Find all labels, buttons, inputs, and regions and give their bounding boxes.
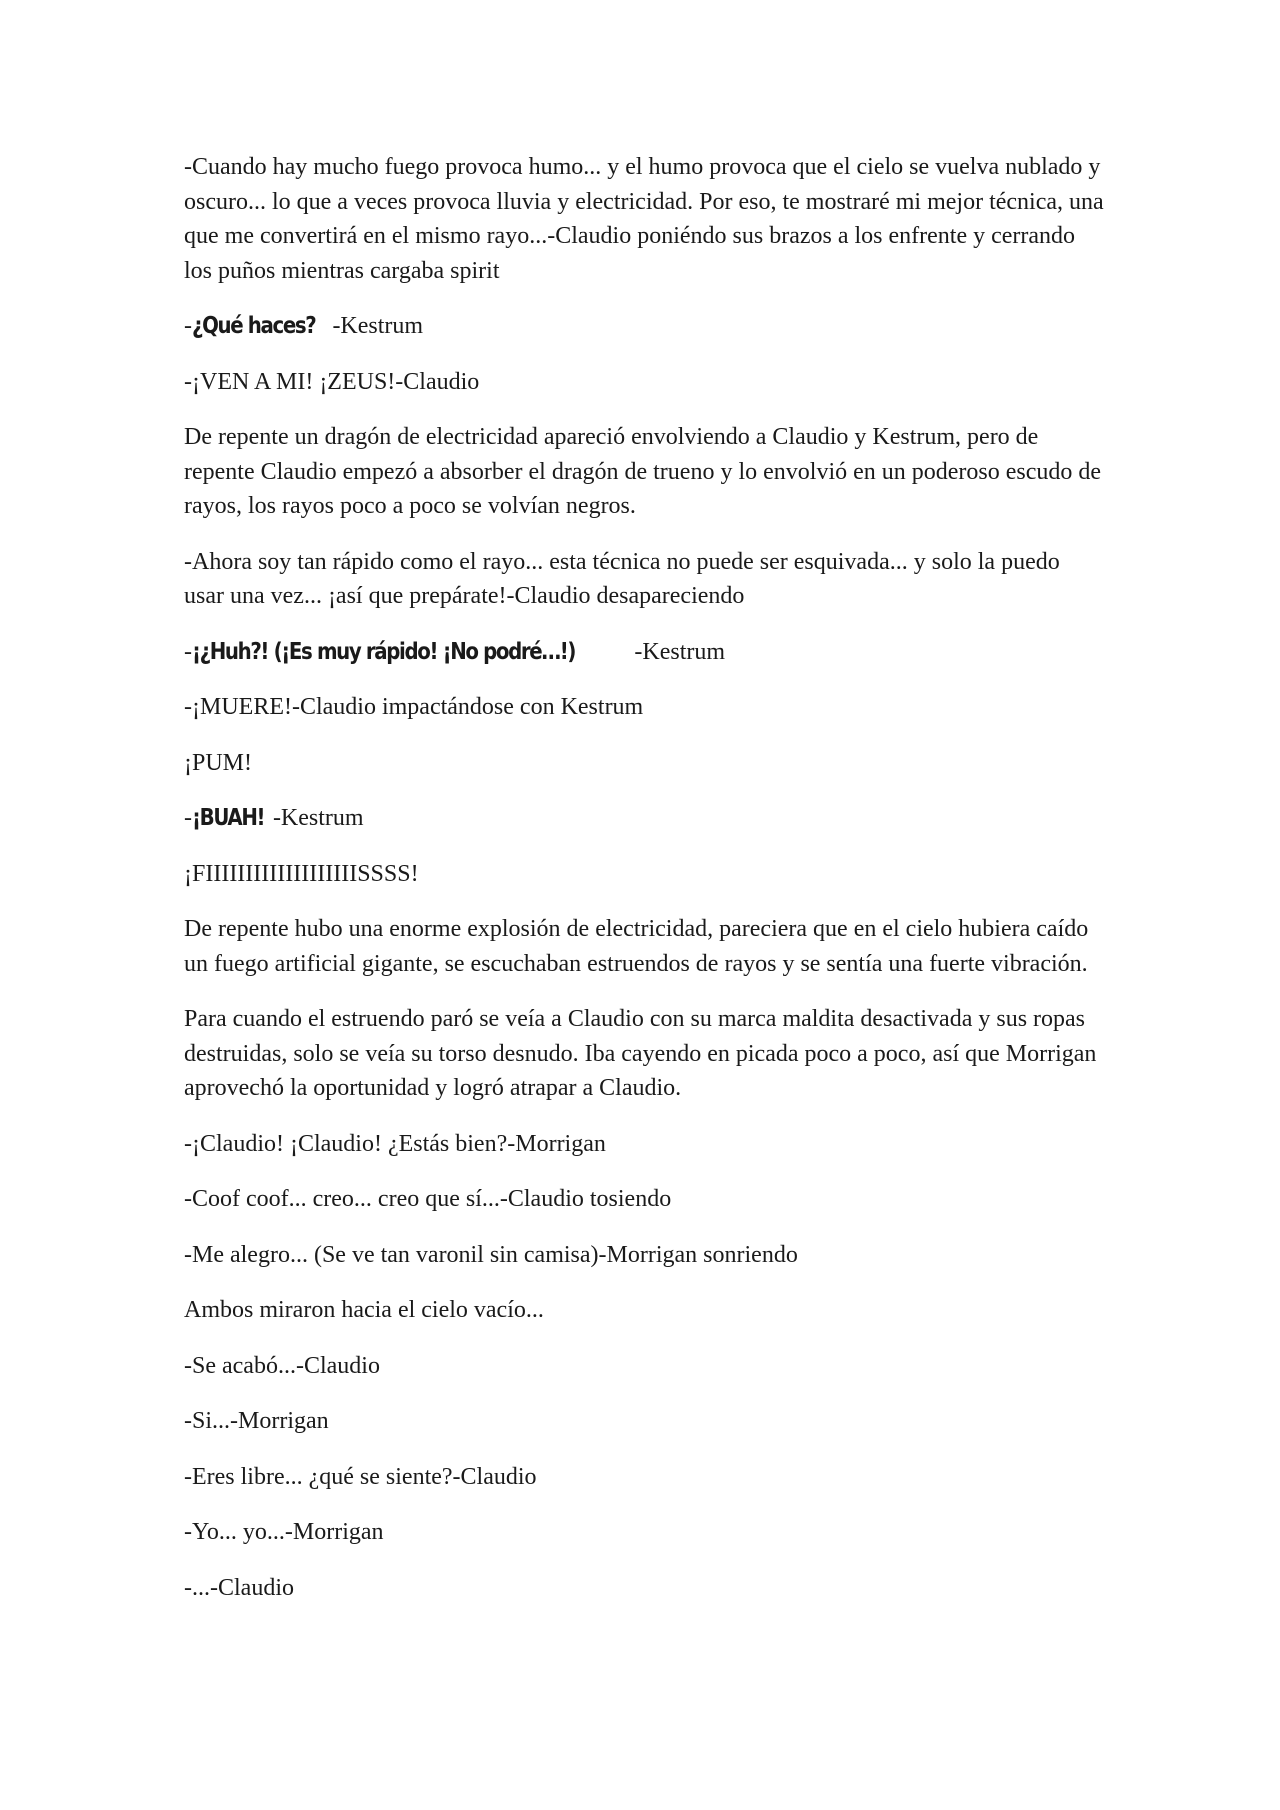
- dialogue-line: -Yo... yo...-Morrigan: [184, 1519, 384, 1545]
- dialogue-dash: -: [184, 805, 192, 831]
- dialogue-line: [184, 635, 1104, 670]
- sound-effect: ¡PUM!: [184, 749, 253, 776]
- shout-text: ¡BUAH!: [192, 805, 265, 831]
- dialogue-line: -Se acabó...-Claudio: [184, 1352, 380, 1379]
- speaker-tag: -Kestrum: [332, 313, 424, 339]
- dialogue-line: -...-Claudio: [184, 1574, 294, 1601]
- speaker-tag: -Kestrum: [634, 638, 726, 665]
- dialogue-dash: -: [184, 313, 192, 339]
- dialogue-line: -¡VEN A MI! ¡ZEUS!-Claudio: [184, 368, 480, 395]
- sound-effect: ¡FIIIIIIIIIIIIIIIIIIISSSS!: [184, 860, 419, 887]
- narration-paragraph: De repente un dragón de electricidad apareció envolviendo a Claudio y Kestrum, pero de repente Claudio empezó a absorber el dragón de trueno y lo envolvió en un poderoso escudo de rayos, los rayos poco a poco se volvían negros.: [184, 424, 1102, 519]
- narration-paragraph: Para cuando el estruendo paró se veía a Claudio con su marca maldita desactivada y sus ropas destruidas, solo se veía su torso desnudo. Iba cayendo en picada poco a poco, así que Morrigan aprovechó la oportunidad y logró atrapar a Claudio.: [184, 1006, 1097, 1101]
- dialogue-line: -¡MUERE!-Claudio impactándose con Kestrum: [184, 694, 644, 720]
- document-page: [184, 150, 1104, 1626]
- dialogue-line: -Si...-Morrigan: [184, 1408, 329, 1434]
- dialogue-line: [184, 309, 1104, 344]
- dialogue-line: -Ahora soy tan rápido como el rayo... esta técnica no puede ser esquivada... y solo la puedo usar una vez... ¡así que prepárate!-Claudio desapareciendo: [184, 548, 1060, 609]
- narration-paragraph: De repente hubo una enorme explosión de electricidad, pareciera que en el cielo hubiera caído un fuego artificial gigante, se escuchaban estruendos de rayos y se sentía una fuerte vibración.: [184, 916, 1089, 977]
- narration-paragraph: Ambos miraron hacia el cielo vacío...: [184, 1297, 544, 1323]
- dialogue-dash: -: [184, 638, 192, 665]
- dialogue-line: -Me alegro... (Se ve tan varonil sin camisa)-Morrigan sonriendo: [184, 1241, 798, 1268]
- shout-text: ¡¿Huh?! (¡Es muy rápido! ¡No podré…!): [192, 638, 576, 665]
- dialogue-line: -Coof coof... creo... creo que sí...-Claudio tosiendo: [184, 1186, 672, 1212]
- narration-paragraph: -Cuando hay mucho fuego provoca humo... y el humo provoca que el cielo se vuelva nublado y oscuro... lo que a veces provoca lluvia y electricidad. Por eso, te mostraré mi mejor técnica, una que me convertirá en el mismo rayo...-Claudio poniéndo sus brazos a los enfrente y cerrando los puños mientras cargaba spirit: [184, 154, 1104, 284]
- dialogue-line: -¡Claudio! ¡Claudio! ¿Estás bien?-Morrigan: [184, 1130, 606, 1157]
- dialogue-line: [184, 801, 1104, 836]
- shout-text: ¿Qué haces?: [192, 313, 316, 339]
- dialogue-line: -Eres libre... ¿qué se siente?-Claudio: [184, 1463, 537, 1490]
- speaker-tag: -Kestrum: [272, 805, 364, 831]
